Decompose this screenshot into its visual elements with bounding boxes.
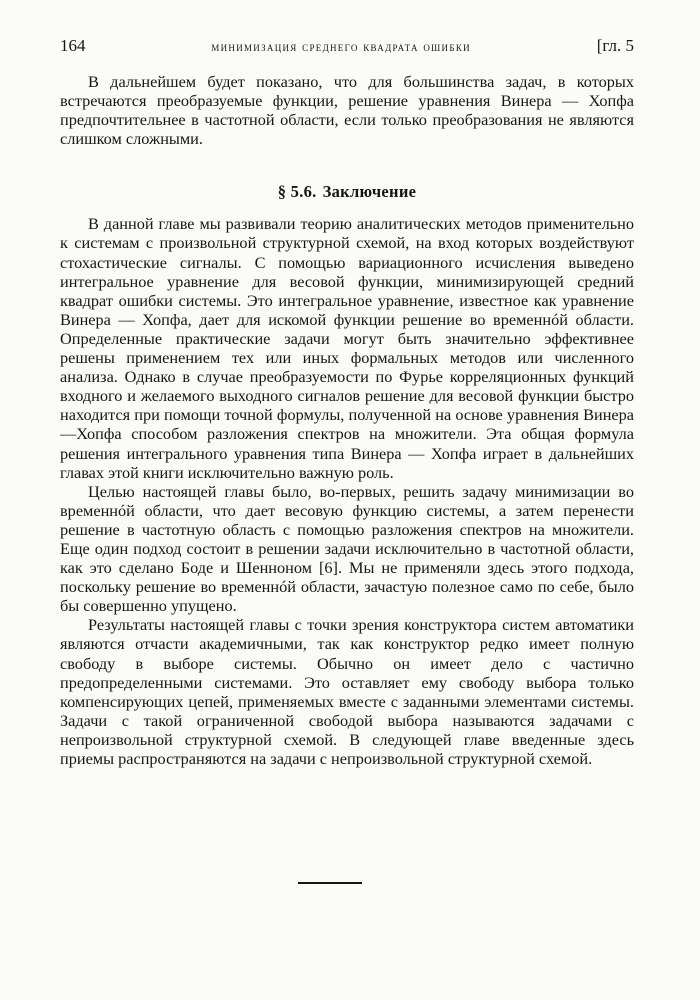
end-rule xyxy=(298,882,362,884)
paragraph-2: Целью настоящей главы было, во-первых, решить задачу минимизации во временнóй области, что дает весовую функцию системы, а затем перенести решение в частотную область с помощью разложения спектров на множители. Еще один подход состоит в решении задачи исключительно в частотной области, как это сделано Боде и Шенноном [6]. Мы не применяли здесь этого подхода, поскольку решение во временнóй области, зачастую полезное само по себе, было бы совершенно упущено. xyxy=(60,481,634,616)
section-title: Заключение xyxy=(322,182,417,202)
running-head xyxy=(60,36,634,64)
running-title: минимизация среднего квадрата ошибки xyxy=(211,39,471,54)
section-number: § 5.6. xyxy=(277,182,317,202)
section-heading xyxy=(60,181,634,203)
chapter-reference: [гл. 5 xyxy=(596,36,634,55)
page xyxy=(60,36,634,768)
paragraph-1: В данной главе мы развивали теорию аналитических методов применительно к системам с произвольной структурной схемой, на вход которых воздействуют стохастические сигналы. С помощью вариационного исчисления выведено интегральное уравнение для весовой функции, минимизирующей средний квадрат ошибки системы. Это интегральное уравнение, известное как уравнение Винера — Хопфа, дает для искомой функции решение во временнóй области. Определенные практические задачи могут быть значительно эффективнее решены применением тех или иных формальных методов или численного анализа. Однако в случае преобразуемости по Фурье корреляционных функций входного и желаемого выходного сигналов решение для весовой функции быстро находится при помощи точной формулы, полученной на основе уравнения Винера—Хопфа способом разложения спектров на множители. Эта общая формула решения интегрального уравнения типа Винера — Хопфа играет в дальнейших главах этой книги исключительно важную роль. xyxy=(60,214,634,482)
intro-paragraph: В дальнейшем будет показано, что для большинства задач, в которых встречаются преобразуемые функции, решение уравнения Винера — Хопфа предпочтительнее в частотной области, если только преобразования не являются слишком сложными. xyxy=(60,72,634,149)
page-number: 164 xyxy=(60,36,86,55)
paragraph-3: Результаты настоящей главы с точки зрения конструктора систем автоматики являются отчасти академичными, так как конструктор редко имеет полную свободу в выборе системы. Обычно он имеет дело с частично предопределенными системами. Это оставляет ему свободу выбора только компенсирующих цепей, применяемых вместе с заданными элементами системы. Задачи с такой ограниченной свободой выбора называются задачами с непроизвольной структурной схемой. В следующей главе введенные здесь приемы распространяются на задачи с непроизвольной структурной схемой. xyxy=(60,615,634,768)
